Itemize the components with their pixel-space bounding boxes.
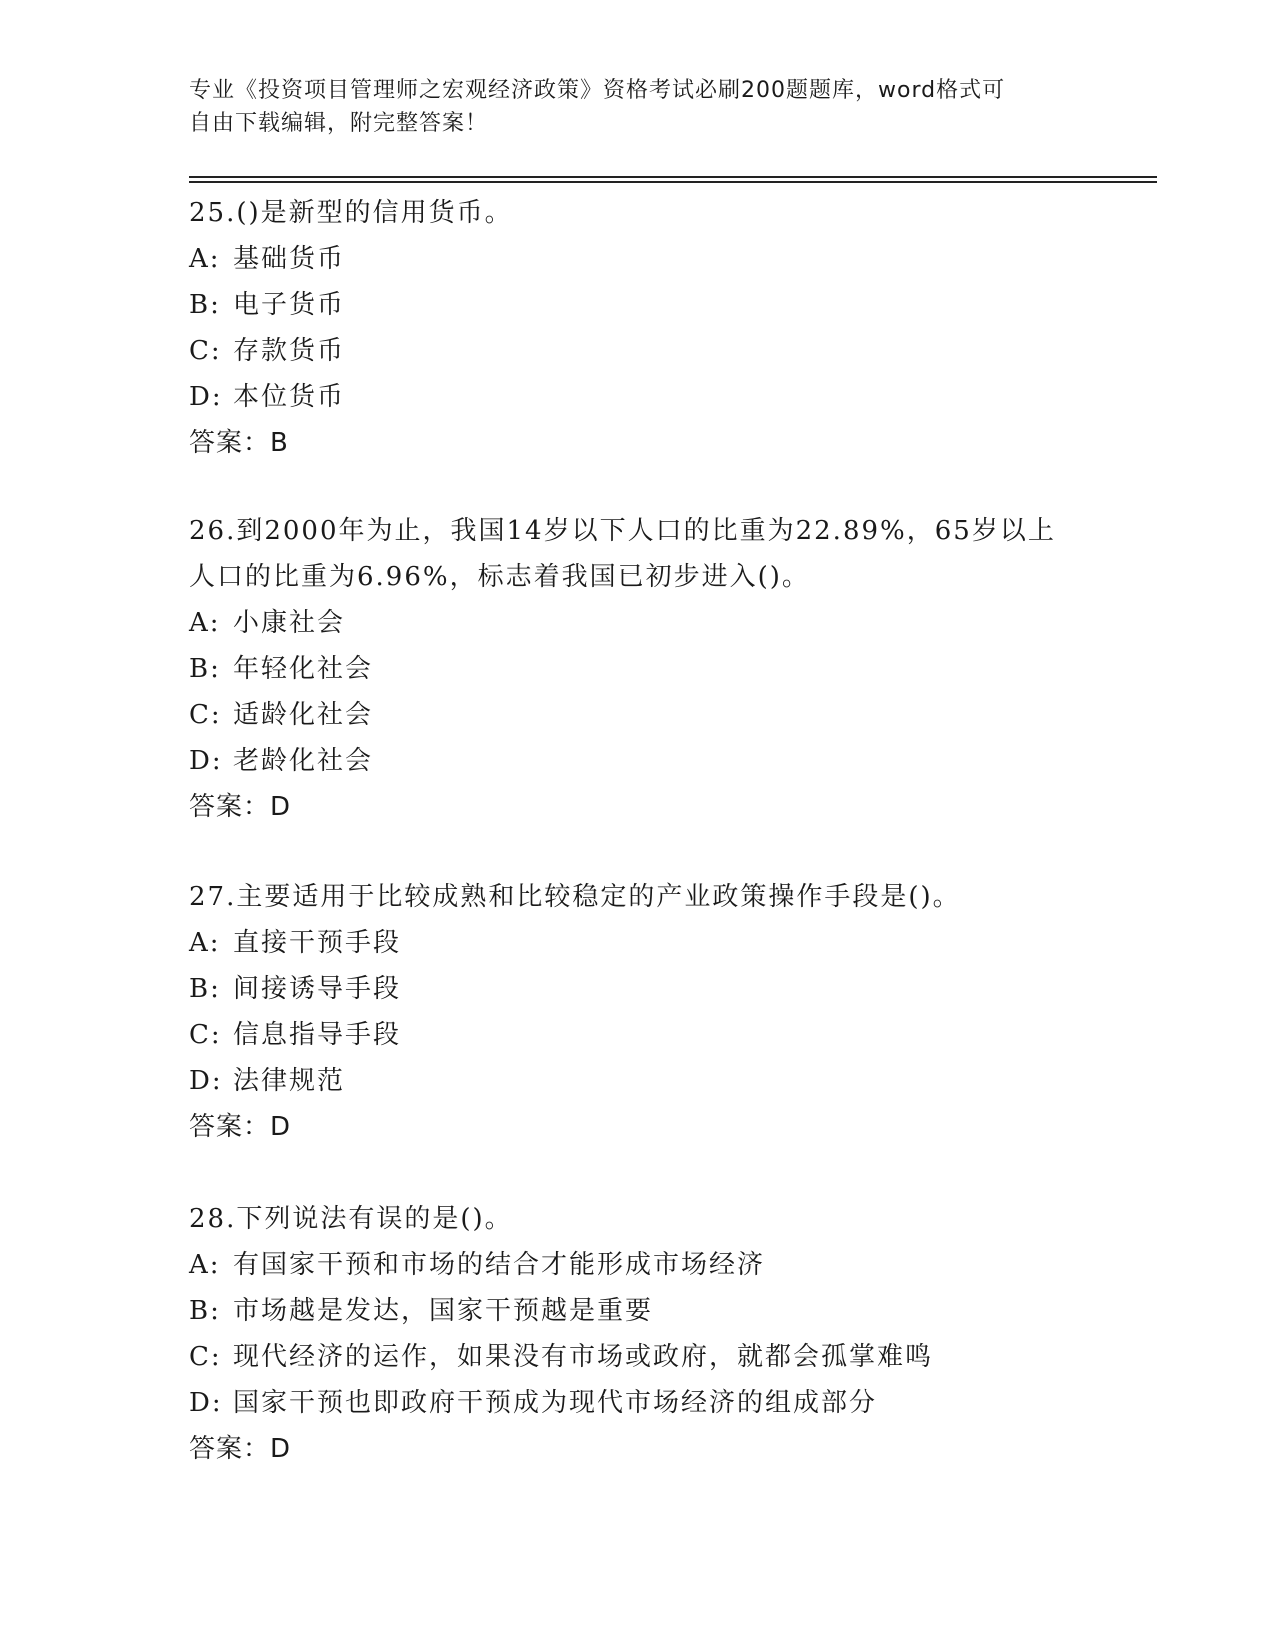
option-text: 直接干预手段	[233, 928, 402, 958]
option-text: 法律规范	[233, 1066, 346, 1096]
option-letter: D:	[189, 1388, 223, 1418]
option-letter: C:	[189, 1020, 222, 1050]
header-line-1: 专业《投资项目管理师之宏观经济政策》资格考试必刷200题题库，word格式可	[189, 78, 1006, 103]
question-text: 26.到2000年为止，我国14岁以下人口的比重为22.89%，65岁以上	[189, 516, 1056, 546]
option-letter: A:	[189, 244, 221, 274]
option-text: 国家干预也即政府干预成为现代市场经济的组成部分	[233, 1388, 878, 1418]
option-c	[189, 692, 1089, 738]
option-b	[189, 282, 1089, 328]
option-letter: D:	[189, 746, 223, 776]
option-text: 间接诱导手段	[233, 974, 402, 1004]
question-27	[189, 874, 1089, 1150]
option-a	[189, 600, 1089, 646]
option-letter: B:	[189, 654, 221, 684]
option-letter: B:	[189, 290, 221, 320]
option-text: 本位货币	[233, 382, 346, 412]
option-d	[189, 1058, 1089, 1104]
answer-line: 答案：B	[189, 428, 289, 458]
option-letter: B:	[189, 1296, 221, 1326]
option-a	[189, 920, 1089, 966]
header-divider-bottom	[189, 181, 1157, 183]
question-26	[189, 508, 1089, 830]
option-letter: B:	[189, 974, 221, 1004]
option-c	[189, 1334, 1089, 1380]
question-28	[189, 1196, 1089, 1472]
option-letter: C:	[189, 700, 222, 730]
document-header	[189, 74, 1089, 140]
option-b	[189, 1288, 1089, 1334]
option-letter: A:	[189, 608, 221, 638]
option-text: 市场越是发达，国家干预越是重要	[233, 1296, 654, 1326]
option-letter: C:	[189, 1342, 222, 1372]
header-divider-top	[189, 176, 1157, 178]
question-text: 27.主要适用于比较成熟和比较稳定的产业政策操作手段是()。	[189, 882, 961, 912]
answer-line: 答案：D	[189, 1434, 292, 1464]
option-d	[189, 738, 1089, 784]
header-line-2: 自由下载编辑，附完整答案！	[189, 111, 489, 136]
option-d	[189, 374, 1089, 420]
option-a	[189, 1242, 1089, 1288]
option-letter: C:	[189, 336, 222, 366]
option-text: 存款货币	[233, 336, 346, 366]
option-c	[189, 328, 1089, 374]
option-text: 信息指导手段	[233, 1020, 402, 1050]
option-c	[189, 1012, 1089, 1058]
option-text: 老龄化社会	[233, 746, 374, 776]
option-b	[189, 646, 1089, 692]
question-25	[189, 190, 1089, 466]
question-text: 28.下列说法有误的是()。	[189, 1204, 513, 1234]
option-text: 基础货币	[233, 244, 346, 274]
option-b	[189, 966, 1089, 1012]
option-text: 年轻化社会	[233, 654, 374, 684]
option-text: 现代经济的运作，如果没有市场或政府，就都会孤掌难鸣	[233, 1342, 934, 1372]
option-letter: D:	[189, 1066, 223, 1096]
option-text: 电子货币	[233, 290, 346, 320]
answer-line: 答案：D	[189, 792, 292, 822]
option-text: 有国家干预和市场的结合才能形成市场经济	[233, 1250, 766, 1280]
question-text: 25.()是新型的信用货币。	[189, 198, 513, 228]
option-letter: D:	[189, 382, 223, 412]
option-letter: A:	[189, 928, 221, 958]
option-a	[189, 236, 1089, 282]
question-text-continued: 人口的比重为6.96%，标志着我国已初步进入()。	[189, 562, 810, 592]
option-text: 小康社会	[233, 608, 346, 638]
option-text: 适龄化社会	[233, 700, 374, 730]
option-letter: A:	[189, 1250, 221, 1280]
answer-line: 答案：D	[189, 1112, 292, 1142]
option-d	[189, 1380, 1089, 1426]
